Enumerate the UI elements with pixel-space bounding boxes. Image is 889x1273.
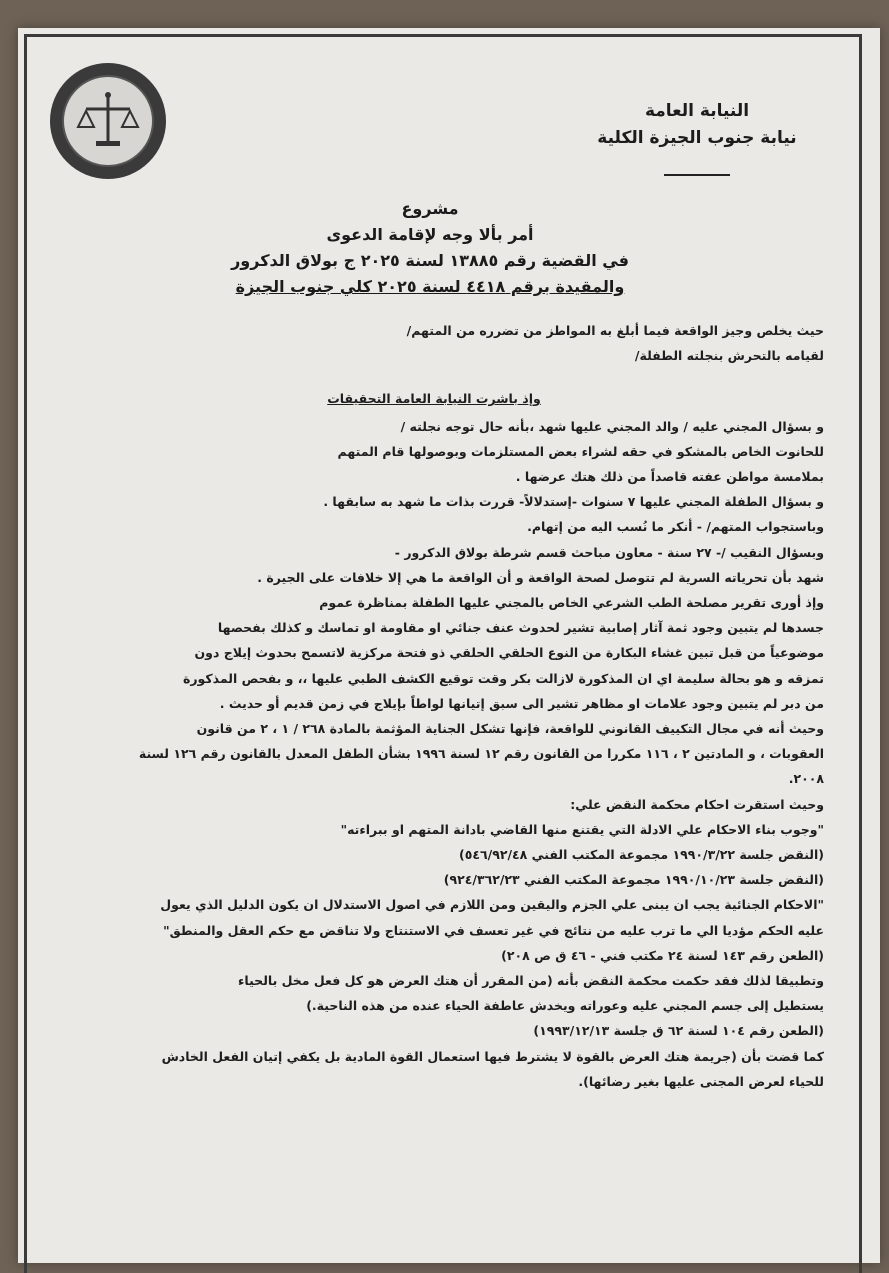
section-title: وإذ باشرت النيابة العامة التحقيقات <box>327 391 541 407</box>
title-order: أمر بألا وجه لإقامة الدعوى <box>326 225 534 244</box>
body-line: وحيث استقرت احكام محكمة النقض علي: <box>570 796 824 812</box>
body-line: (الطعن رقم ١٠٤ لسنة ٦٢ ق جلسة ١٩٩٣/١٢/١٣) <box>533 1023 824 1039</box>
body-line: وباستجواب المتهم/ - أنكر ما نُسب اليه من إتهام. <box>527 519 824 535</box>
header-rule <box>664 174 730 176</box>
intro-line-1: حيث يخلص وجيز الواقعة فيما أبلغ به المواطز من تضرره من المتهم/ <box>406 323 824 338</box>
body-line: عليه الحكم مؤديا الي ما ترب عليه من نتائج في غير تعسف في الاستنتاج ولا تناقض مع حكم العقل والمنطق" <box>163 922 824 938</box>
body-line: كما قضت بأن (جريمة هتك العرض بالقوة لا يشترط فيها استعمال القوة المادية بل يكفي إتيان الفعل الخادش <box>161 1048 824 1064</box>
body-line: تمزقه و هو بحالة سليمة اي ان المذكورة لازالت بكر وقت توقيع الكشف الطبي عليها ،، و بفحص المذكورة <box>182 670 824 686</box>
body-line: وتطبيقا لذلك فقد حكمت محكمة النقض بأنه (من المقرر أن هتك العرض هو كل فعل مخل بالحياء <box>238 973 824 989</box>
title-draft: مشروع <box>401 199 459 218</box>
header-line-1: النيابة العامة <box>644 101 750 121</box>
title-case: في القضية رقم ١٣٨٨٥ لسنة ٢٠٢٥ ج بولاق الدكرور <box>231 251 629 270</box>
body-line: "وجوب بناء الاحكام علي الادلة التي يقتنع منها القاضي بادانة المتهم او ببراءته" <box>340 821 824 837</box>
body-line: للحانوت الخاص بالمشكو في حقه لشراء بعض المستلزمات وبوصولها قام المتهم <box>337 443 824 459</box>
header-line-2: نيابة جنوب الجيزة الكلية <box>597 128 797 148</box>
body-line: (النقض جلسة ١٩٩٠/٣/٢٢ مجموعة المكتب الفني ٥٤٦/٩٢/٤٨) <box>459 847 824 863</box>
intro-line-2: لقيامه بالتحرش بنجلته الطفلة/ <box>634 348 824 364</box>
body-line: العقوبات ، و المادتين ٢ ، ١١٦ مكررا من القانون رقم ١٢ لسنة ١٩٩٦ بشأن الطفل المعدل بالقانون رقم ١٢٦ لسنة <box>138 746 824 762</box>
body-line: بملامسة مواطن عفته قاصداً من ذلك هتك عرضها . <box>515 469 824 485</box>
authority-header <box>567 98 827 176</box>
body-line: موضوعياً من قبل تبين غشاء البكارة من النوع الحلقي الحلقي ذو فتحة مركزية لاتسمح بحدوث إيلاج دون <box>194 645 824 661</box>
body-line: و بسؤال المجني عليه / والد المجني عليها شهد ،بأنه حال توجه نجلته / <box>400 418 824 434</box>
body-line: يستطيل إلى جسم المجني عليه وعوراته ويخدش عاطفة الحياء عنده من هذه الناحية.) <box>306 998 824 1014</box>
body-line: و بسؤال الطفلة المجني عليها ٧ سنوات -إستدلالاً- قررت بذات ما شهد به سابقها . <box>323 494 824 510</box>
body-line: للحياء لعرض المجنى عليها بغير رضائها). <box>578 1073 824 1089</box>
body-line: وبسؤال النقيب /- ٢٧ سنة - معاون مباحث قسم شرطة بولاق الدكرور - <box>394 544 824 560</box>
document-body <box>44 318 824 1094</box>
body-line: (الطعن رقم ١٤٣ لسنة ٢٤ مكتب فني - ٤٦ ق ص ٢٠٨) <box>501 947 824 963</box>
title-registered: والمقيدة برقم ٤٤١٨ لسنة ٢٠٢٥ كلي جنوب الجيزة <box>235 277 625 296</box>
body-line: من دبر لم يتبين وجود علامات او مظاهر تشير الى سبق إتيانها لواطاً بإيلاج في زمن قديم أو حديث . <box>219 695 824 711</box>
body-line: شهد بأن تحرياته السرية لم تتوصل لصحة الواقعة و أن الواقعة ما هي إلا خلافات على الجيرة . <box>257 569 824 585</box>
body-line: (النقض جلسة ١٩٩٠/١٠/٢٣ مجموعة المكتب الفني ٩٢٤/٣٦٢/٢٣) <box>443 872 824 888</box>
body-line: وحيث أنه في مجال التكييف القانوني للواقعة، فإنها تشكل الجناية المؤثمة بالمادة ٢٦٨ / ١ ، ٢ من قانون <box>196 721 824 737</box>
body-line: "الاحكام الجنائية يجب ان يبنى علي الجزم واليقين ومن اللازم في اصول الاستدلال ان يكون الدليل الذي يعول <box>160 897 824 913</box>
document-titles <box>200 196 660 300</box>
scales-of-justice-seal-icon <box>50 63 166 179</box>
body-line: جسدها لم يتبين وجود ثمة آثار إصابية تشير لحدوث عنف جنائي او مقاومة او تماسك و كذلك بفحصها <box>217 620 824 636</box>
body-line: وإذ أورى تقرير مصلحة الطب الشرعي الخاص بالمجني عليها الطفلة بمناظرة عموم <box>319 595 824 611</box>
body-line: ٢٠٠٨. <box>788 771 824 787</box>
